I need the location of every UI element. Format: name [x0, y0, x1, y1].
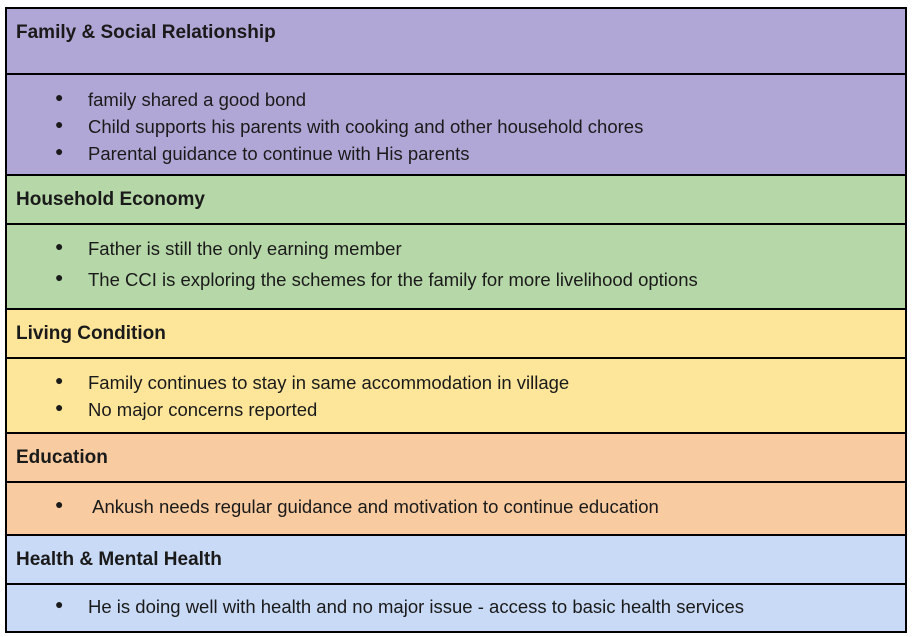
section-body-education — [7, 483, 905, 536]
section-heading-education — [7, 434, 905, 483]
list-item: ● No major concerns reported — [55, 399, 318, 420]
list-item: ● Family continues to stay in same accommodation in village — [55, 372, 570, 393]
section-body-living — [7, 359, 905, 434]
list-item: ● The CCI is exploring the schemes for the family for more livelihood options — [55, 269, 698, 290]
section-body-family — [7, 75, 905, 176]
bullet-icon: ● — [55, 238, 64, 254]
section-heading-health — [7, 536, 905, 585]
section-title: Education — [16, 446, 108, 468]
list-item: ● family shared a good bond — [55, 89, 307, 110]
bullet-icon: ● — [55, 89, 64, 105]
bullet-list — [7, 496, 905, 523]
bullet-icon: ● — [55, 399, 64, 415]
bullet-icon: ● — [55, 269, 64, 285]
case-summary-table — [5, 7, 907, 633]
section-body-economy — [7, 225, 905, 310]
section-title: Health & Mental Health — [16, 548, 222, 570]
section-title: Family & Social Relationship — [16, 22, 276, 43]
bullet-list — [7, 89, 905, 170]
bullet-list — [7, 372, 905, 426]
list-item: ● Child supports his parents with cooking and other household chores — [55, 116, 644, 137]
bullet-list — [7, 238, 905, 300]
bullet-icon: ● — [55, 143, 64, 159]
bullet-list — [7, 596, 905, 623]
section-title: Household Economy — [16, 188, 205, 210]
section-heading-living — [7, 310, 905, 359]
bullet-icon: ● — [55, 596, 64, 612]
list-item: ● Ankush needs regular guidance and motivation to continue education — [55, 496, 659, 517]
list-item: ● Parental guidance to continue with His parents — [55, 143, 470, 164]
section-heading-family — [7, 9, 905, 75]
section-title: Living Condition — [16, 322, 166, 344]
list-item: ● He is doing well with health and no major issue - access to basic health services — [55, 596, 745, 617]
list-item: ● Father is still the only earning member — [55, 238, 402, 259]
section-body-health — [7, 585, 905, 631]
bullet-icon: ● — [55, 116, 64, 132]
section-heading-economy — [7, 176, 905, 225]
bullet-icon: ● — [55, 496, 64, 512]
bullet-icon: ● — [55, 372, 64, 388]
